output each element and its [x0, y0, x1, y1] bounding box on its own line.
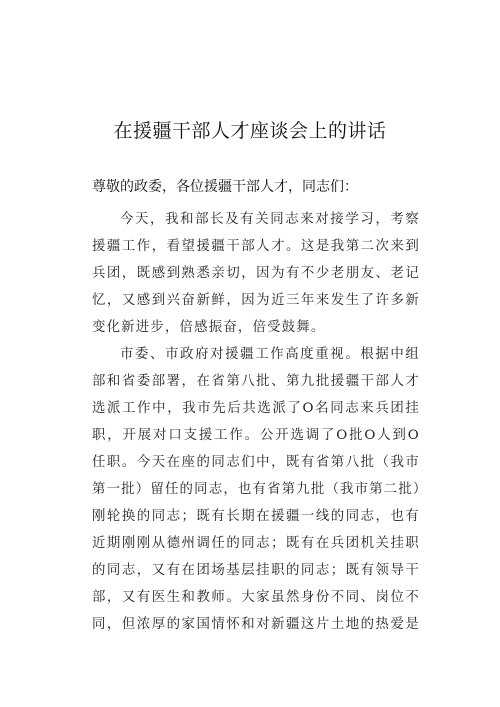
paragraph-line: 市委、市政府对援疆工作高度重视。根据中组 — [120, 347, 420, 362]
paragraph-line: 同，但浓厚的家国情怀和对新疆这片土地的热爱是 — [92, 617, 420, 632]
paragraph-line: 的同志，又有在团场基层挂职的同志；既有领导干 — [92, 563, 420, 578]
document-title: 在援疆干部人才座谈会上的讲话 — [113, 120, 387, 142]
paragraph-line: 第一批）留任的同志，也有省第九批（我市第二批） — [92, 482, 428, 497]
paragraph-line: 兵团，既感到熟悉亲切，因为有不少老朋友、老记 — [92, 266, 420, 281]
paragraph-line: 近期刚刚从德州调任的同志；既有在兵团机关挂职 — [92, 536, 420, 551]
paragraph-line: 援疆工作，看望援疆干部人才。这是我第二次来到 — [92, 239, 420, 254]
paragraph-line: 部，又有医生和教师。大家虽然身份不同、岗位不 — [92, 590, 420, 605]
paragraph-line: 变化新进步，倍感振奋，倍受鼓舞。 — [92, 320, 326, 335]
paragraph-line: 选派工作中，我市先后共选派了O名同志来兵团挂 — [92, 401, 420, 416]
salutation: 尊敬的政委，各位援疆干部人才，同志们： — [92, 179, 358, 195]
paragraph-line: 任职。今天在座的同志们中，既有省第八批（我市 — [92, 455, 420, 470]
paragraph-line: 忆，又感到兴奋新鲜，因为近三年来发生了许多新 — [92, 293, 420, 308]
paragraph-line: 职，开展对口支援工作。公开选调了O批O人到O — [92, 428, 420, 443]
paragraph-line: 刚轮换的同志；既有长期在援疆一线的同志，也有 — [92, 509, 420, 524]
paragraph-line: 部和省委部署，在省第八批、第九批援疆干部人才 — [92, 374, 420, 389]
paragraph-line: 今天，我和部长及有关同志来对接学习，考察 — [120, 212, 420, 227]
